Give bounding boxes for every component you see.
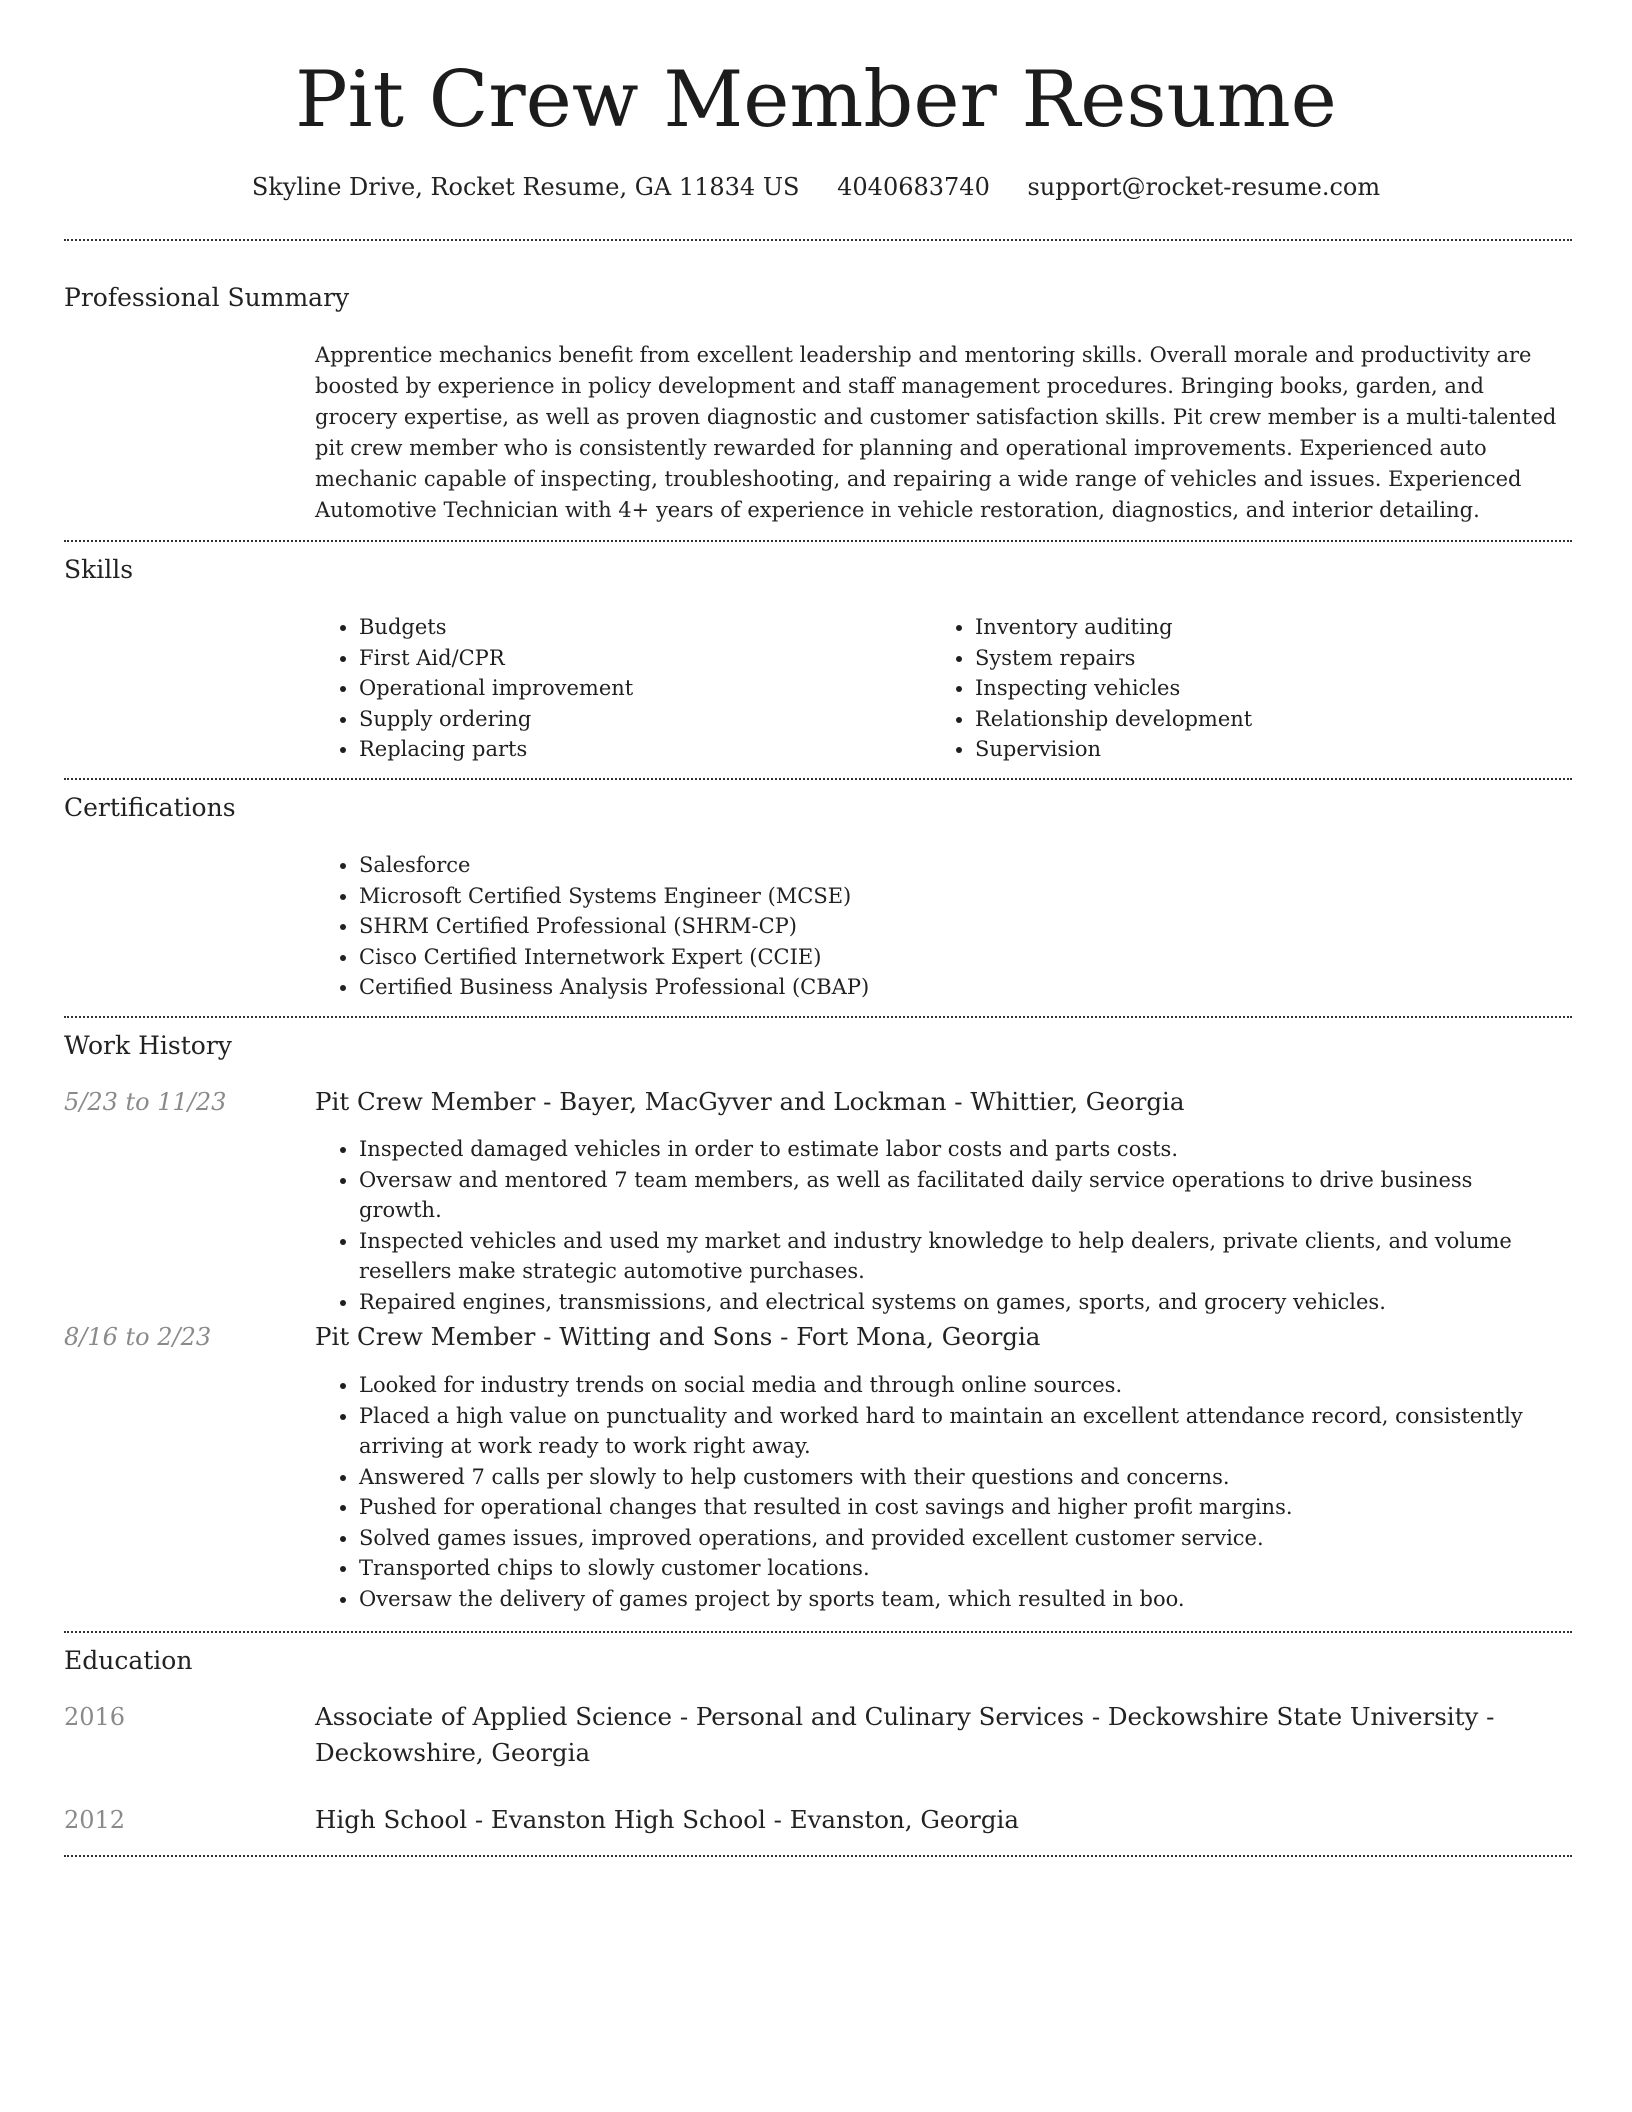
- summary-text: Apprentice mechanics benefit from excellent leadership and mentoring skills. Overall morale and productivity are boosted by experience in policy development and staff management procedures. Bringing books, garden, and grocery expertise, as well as proven diagnostic and customer satisfaction skills. Pit crew member is a multi-talented pit crew member who is consistently rewarded for planning and operational improvements. Experienced auto mechanic capable of inspecting, troubleshooting, and repairing a wide range of vehicles and issues. Experienced Automotive Technician with 4+ years of experience in vehicle restoration, diagnostics, and interior detailing.: [315, 343, 1557, 522]
- job-bullets: [315, 1134, 1560, 1317]
- job-bullet: • Looked for industry trends on social media and through online sources.: [359, 1370, 1560, 1401]
- divider: [64, 1855, 1572, 1857]
- skill-item: • Operational improvement: [359, 673, 915, 704]
- contact-phone: 4040683740: [837, 173, 990, 201]
- job-bullet: • Placed a high value on punctuality and worked hard to maintain an excellent attendance record, consistently arriving at work ready to work right away.: [359, 1401, 1560, 1462]
- section-title-skills: Skills: [64, 555, 134, 584]
- contact-email: support@rocket-resume.com: [1027, 173, 1381, 201]
- section-title-work-history: Work History: [64, 1031, 232, 1060]
- skill-item: • Inventory auditing: [975, 612, 1531, 643]
- skill-item: • Supply ordering: [359, 704, 915, 735]
- education-entry: High School - Evanston High School - Evanston, Georgia: [315, 1805, 1019, 1834]
- education-entry: Associate of Applied Science - Personal and Culinary Services - Deckowshire State University - Deckowshire, Georgia: [315, 1702, 1495, 1767]
- resume-title: Pit Crew Member Resume: [295, 55, 1337, 145]
- job-bullet: • Transported chips to slowly customer locations.: [359, 1553, 1560, 1584]
- job-bullet: • Inspected damaged vehicles in order to estimate labor costs and parts costs.: [359, 1134, 1560, 1165]
- skill-item: • First Aid/CPR: [359, 643, 915, 674]
- job-bullet: • Pushed for operational changes that resulted in cost savings and higher profit margins.: [359, 1492, 1560, 1523]
- education-year: 2016: [64, 1703, 126, 1731]
- job-bullets: [315, 1370, 1560, 1614]
- certification-item: • Microsoft Certified Systems Engineer (MCSE): [359, 881, 1560, 912]
- job-bullet: • Solved games issues, improved operations, and provided excellent customer service.: [359, 1523, 1560, 1554]
- divider: [64, 778, 1572, 780]
- skill-item: • Relationship development: [975, 704, 1531, 735]
- job-title: Pit Crew Member - Bayer, MacGyver and Lockman - Whittier, Georgia: [315, 1087, 1185, 1116]
- divider: [64, 1631, 1572, 1633]
- job-bullet: • Oversaw the delivery of games project by sports team, which resulted in boo.: [359, 1584, 1560, 1615]
- divider: [64, 1016, 1572, 1018]
- job-dates: 8/16 to 2/23: [64, 1323, 212, 1351]
- certification-item: • Certified Business Analysis Professional (CBAP): [359, 972, 1560, 1003]
- certification-item: • SHRM Certified Professional (SHRM-CP): [359, 911, 1560, 942]
- certification-item: • Cisco Certified Internetwork Expert (CCIE): [359, 942, 1560, 973]
- job-title: Pit Crew Member - Witting and Sons - Fort Mona, Georgia: [315, 1322, 1041, 1351]
- certifications-list: [315, 850, 1560, 1003]
- skill-item: • Inspecting vehicles: [975, 673, 1531, 704]
- job-bullet: • Answered 7 calls per slowly to help customers with their questions and concerns.: [359, 1462, 1560, 1493]
- skill-item: • Supervision: [975, 734, 1531, 765]
- section-title-summary: Professional Summary: [64, 283, 350, 312]
- skills-column-right: [931, 612, 1531, 765]
- contact-line: [0, 170, 1632, 204]
- skill-item: • Replacing parts: [359, 734, 915, 765]
- job-bullet: • Repaired engines, transmissions, and electrical systems on games, sports, and grocery vehicles.: [359, 1287, 1560, 1318]
- skills-column-left: [315, 612, 915, 765]
- skill-item: • Budgets: [359, 612, 915, 643]
- job-dates: 5/23 to 11/23: [64, 1088, 227, 1116]
- contact-address: Skyline Drive, Rocket Resume, GA 11834 US: [251, 173, 800, 201]
- skill-item: • System repairs: [975, 643, 1531, 674]
- section-title-education: Education: [64, 1646, 193, 1675]
- education-year: 2012: [64, 1806, 126, 1834]
- divider: [64, 540, 1572, 542]
- summary-text-block: [315, 340, 1560, 526]
- section-title-certifications: Certifications: [64, 793, 236, 822]
- job-bullet: • Inspected vehicles and used my market and industry knowledge to help dealers, private clients, and volume resellers make strategic automotive purchases.: [359, 1226, 1560, 1287]
- divider: [64, 239, 1572, 241]
- job-bullet: • Oversaw and mentored 7 team members, as well as facilitated daily service operations to drive business growth.: [359, 1165, 1560, 1226]
- certification-item: • Salesforce: [359, 850, 1560, 881]
